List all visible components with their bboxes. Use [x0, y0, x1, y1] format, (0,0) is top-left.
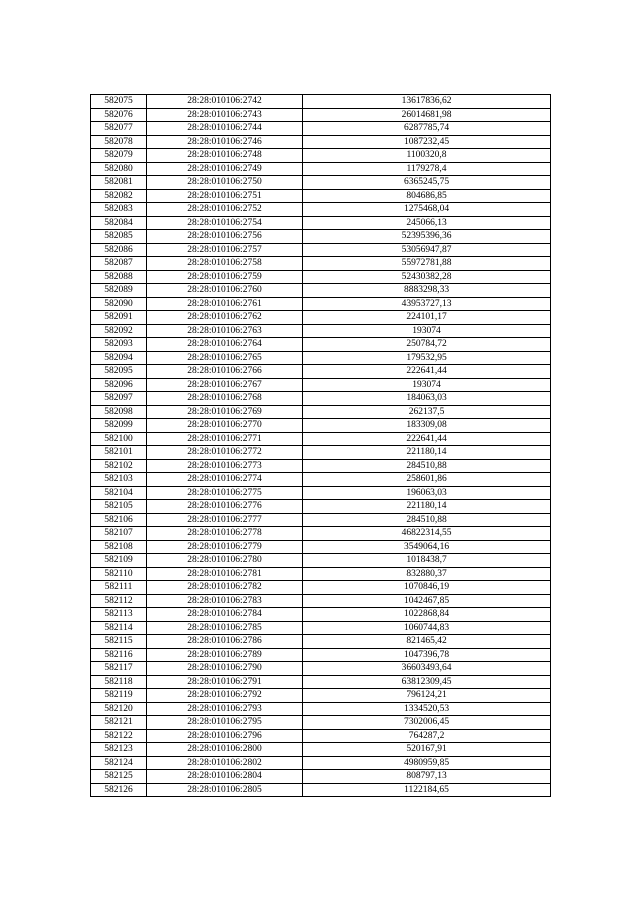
table-row — [91, 270, 551, 284]
value-cell: 36603493,64 — [303, 662, 551, 676]
cadastral-number-cell: 28:28:010106:2759 — [147, 270, 303, 284]
value-cell: 196063,03 — [303, 486, 551, 500]
cadastral-number-cell: 28:28:010106:2805 — [147, 783, 303, 797]
row-number-cell: 582107 — [91, 527, 147, 541]
value-cell: 821465,42 — [303, 635, 551, 649]
cadastral-number-cell: 28:28:010106:2756 — [147, 230, 303, 244]
row-number-cell: 582109 — [91, 554, 147, 568]
table-row — [91, 149, 551, 163]
cadastral-number-cell: 28:28:010106:2743 — [147, 108, 303, 122]
value-cell: 8883298,33 — [303, 284, 551, 298]
row-number-cell: 582089 — [91, 284, 147, 298]
row-number-cell: 582125 — [91, 770, 147, 784]
table-row — [91, 743, 551, 757]
table-row — [91, 162, 551, 176]
row-number-cell: 582118 — [91, 675, 147, 689]
row-number-cell: 582096 — [91, 378, 147, 392]
row-number-cell: 582106 — [91, 513, 147, 527]
row-number-cell: 582110 — [91, 567, 147, 581]
cadastral-number-cell: 28:28:010106:2779 — [147, 540, 303, 554]
value-cell: 7302006,45 — [303, 716, 551, 730]
cadastral-number-cell: 28:28:010106:2774 — [147, 473, 303, 487]
row-number-cell: 582090 — [91, 297, 147, 311]
value-cell: 250784,72 — [303, 338, 551, 352]
cadastral-number-cell: 28:28:010106:2751 — [147, 189, 303, 203]
table-body — [91, 95, 551, 797]
table-row — [91, 351, 551, 365]
cadastral-number-cell: 28:28:010106:2749 — [147, 162, 303, 176]
row-number-cell: 582087 — [91, 257, 147, 271]
row-number-cell: 582081 — [91, 176, 147, 190]
row-number-cell: 582112 — [91, 594, 147, 608]
row-number-cell: 582102 — [91, 459, 147, 473]
cadastral-number-cell: 28:28:010106:2786 — [147, 635, 303, 649]
row-number-cell: 582124 — [91, 756, 147, 770]
value-cell: 1275468,04 — [303, 203, 551, 217]
value-cell: 222641,44 — [303, 432, 551, 446]
value-cell: 284510,88 — [303, 459, 551, 473]
table-row — [91, 446, 551, 460]
cadastral-number-cell: 28:28:010106:2770 — [147, 419, 303, 433]
row-number-cell: 582123 — [91, 743, 147, 757]
row-number-cell: 582080 — [91, 162, 147, 176]
table-row — [91, 378, 551, 392]
row-number-cell: 582104 — [91, 486, 147, 500]
row-number-cell: 582075 — [91, 95, 147, 109]
row-number-cell: 582092 — [91, 324, 147, 338]
cadastral-number-cell: 28:28:010106:2766 — [147, 365, 303, 379]
table-row — [91, 648, 551, 662]
table-row — [91, 284, 551, 298]
value-cell: 6365245,75 — [303, 176, 551, 190]
table-row — [91, 689, 551, 703]
cadastral-number-cell: 28:28:010106:2792 — [147, 689, 303, 703]
table-row — [91, 257, 551, 271]
cadastral-number-cell: 28:28:010106:2762 — [147, 311, 303, 325]
cadastral-number-cell: 28:28:010106:2789 — [147, 648, 303, 662]
value-cell: 43953727,13 — [303, 297, 551, 311]
table-row — [91, 419, 551, 433]
value-cell: 764287,2 — [303, 729, 551, 743]
table-row — [91, 702, 551, 716]
cadastral-number-cell: 28:28:010106:2778 — [147, 527, 303, 541]
table-row — [91, 95, 551, 109]
cadastral-number-cell: 28:28:010106:2802 — [147, 756, 303, 770]
cadastral-number-cell: 28:28:010106:2784 — [147, 608, 303, 622]
table-row — [91, 500, 551, 514]
cadastral-number-cell: 28:28:010106:2777 — [147, 513, 303, 527]
cadastral-number-cell: 28:28:010106:2758 — [147, 257, 303, 271]
value-cell: 63812309,45 — [303, 675, 551, 689]
row-number-cell: 582126 — [91, 783, 147, 797]
value-cell: 808797,13 — [303, 770, 551, 784]
cadastral-number-cell: 28:28:010106:2750 — [147, 176, 303, 190]
table-row — [91, 135, 551, 149]
row-number-cell: 582111 — [91, 581, 147, 595]
value-cell: 221180,14 — [303, 500, 551, 514]
value-cell: 1047396,78 — [303, 648, 551, 662]
cadastral-number-cell: 28:28:010106:2793 — [147, 702, 303, 716]
table-row — [91, 176, 551, 190]
table-row — [91, 716, 551, 730]
table-row — [91, 216, 551, 230]
row-number-cell: 582095 — [91, 365, 147, 379]
cadastral-number-cell: 28:28:010106:2771 — [147, 432, 303, 446]
table-row — [91, 324, 551, 338]
value-cell: 262137,5 — [303, 405, 551, 419]
table-row — [91, 203, 551, 217]
table-row — [91, 635, 551, 649]
table-row — [91, 621, 551, 635]
cadastral-number-cell: 28:28:010106:2761 — [147, 297, 303, 311]
value-cell: 179532,95 — [303, 351, 551, 365]
value-cell: 52395396,36 — [303, 230, 551, 244]
row-number-cell: 582078 — [91, 135, 147, 149]
table-row — [91, 729, 551, 743]
value-cell: 796124,21 — [303, 689, 551, 703]
cadastral-number-cell: 28:28:010106:2785 — [147, 621, 303, 635]
value-cell: 221180,14 — [303, 446, 551, 460]
value-cell: 1018438,7 — [303, 554, 551, 568]
value-cell: 1179278,4 — [303, 162, 551, 176]
cadastral-number-cell: 28:28:010106:2768 — [147, 392, 303, 406]
value-cell: 1070846,19 — [303, 581, 551, 595]
value-cell: 52430382,28 — [303, 270, 551, 284]
value-cell: 832880,37 — [303, 567, 551, 581]
table-row — [91, 311, 551, 325]
value-cell: 1100320,8 — [303, 149, 551, 163]
value-cell: 193074 — [303, 324, 551, 338]
row-number-cell: 582086 — [91, 243, 147, 257]
cadastral-number-cell: 28:28:010106:2748 — [147, 149, 303, 163]
row-number-cell: 582082 — [91, 189, 147, 203]
table-row — [91, 432, 551, 446]
row-number-cell: 582099 — [91, 419, 147, 433]
value-cell: 1122184,65 — [303, 783, 551, 797]
table-row — [91, 783, 551, 797]
cadastral-number-cell: 28:28:010106:2746 — [147, 135, 303, 149]
row-number-cell: 582120 — [91, 702, 147, 716]
table-row — [91, 392, 551, 406]
cadastral-number-cell: 28:28:010106:2763 — [147, 324, 303, 338]
cadastral-number-cell: 28:28:010106:2775 — [147, 486, 303, 500]
table-row — [91, 675, 551, 689]
cadastral-number-cell: 28:28:010106:2795 — [147, 716, 303, 730]
cadastral-number-cell: 28:28:010106:2796 — [147, 729, 303, 743]
value-cell: 184063,03 — [303, 392, 551, 406]
table-row — [91, 473, 551, 487]
value-cell: 4980959,85 — [303, 756, 551, 770]
row-number-cell: 582098 — [91, 405, 147, 419]
cadastral-number-cell: 28:28:010106:2767 — [147, 378, 303, 392]
row-number-cell: 582121 — [91, 716, 147, 730]
value-cell: 3549064,16 — [303, 540, 551, 554]
row-number-cell: 582077 — [91, 122, 147, 136]
value-cell: 1334520,53 — [303, 702, 551, 716]
value-cell: 245066,13 — [303, 216, 551, 230]
row-number-cell: 582091 — [91, 311, 147, 325]
table-row — [91, 405, 551, 419]
row-number-cell: 582117 — [91, 662, 147, 676]
row-number-cell: 582119 — [91, 689, 147, 703]
table-row — [91, 189, 551, 203]
value-cell: 1022868,84 — [303, 608, 551, 622]
value-cell: 46822314,55 — [303, 527, 551, 541]
cadastral-number-cell: 28:28:010106:2791 — [147, 675, 303, 689]
cadastral-number-cell: 28:28:010106:2757 — [147, 243, 303, 257]
row-number-cell: 582113 — [91, 608, 147, 622]
table-row — [91, 554, 551, 568]
value-cell: 13617836,62 — [303, 95, 551, 109]
value-cell: 1087232,45 — [303, 135, 551, 149]
value-cell: 183309,08 — [303, 419, 551, 433]
row-number-cell: 582097 — [91, 392, 147, 406]
row-number-cell: 582108 — [91, 540, 147, 554]
table-row — [91, 756, 551, 770]
table-row — [91, 581, 551, 595]
cadastral-number-cell: 28:28:010106:2780 — [147, 554, 303, 568]
cadastral-number-cell: 28:28:010106:2773 — [147, 459, 303, 473]
row-number-cell: 582115 — [91, 635, 147, 649]
table-row — [91, 297, 551, 311]
row-number-cell: 582100 — [91, 432, 147, 446]
table-row — [91, 540, 551, 554]
cadastral-number-cell: 28:28:010106:2754 — [147, 216, 303, 230]
table-row — [91, 230, 551, 244]
table-row — [91, 108, 551, 122]
table-row — [91, 122, 551, 136]
cadastral-number-cell: 28:28:010106:2800 — [147, 743, 303, 757]
table-row — [91, 662, 551, 676]
value-cell: 520167,91 — [303, 743, 551, 757]
table-row — [91, 770, 551, 784]
value-cell: 1060744,83 — [303, 621, 551, 635]
value-cell: 258601,86 — [303, 473, 551, 487]
value-cell: 1042467,85 — [303, 594, 551, 608]
row-number-cell: 582084 — [91, 216, 147, 230]
cadastral-number-cell: 28:28:010106:2760 — [147, 284, 303, 298]
row-number-cell: 582105 — [91, 500, 147, 514]
cadastral-number-cell: 28:28:010106:2783 — [147, 594, 303, 608]
cadastral-number-cell: 28:28:010106:2764 — [147, 338, 303, 352]
row-number-cell: 582116 — [91, 648, 147, 662]
cadastral-number-cell: 28:28:010106:2769 — [147, 405, 303, 419]
row-number-cell: 582103 — [91, 473, 147, 487]
value-cell: 26014681,98 — [303, 108, 551, 122]
cadastral-number-cell: 28:28:010106:2765 — [147, 351, 303, 365]
cadastral-number-cell: 28:28:010106:2744 — [147, 122, 303, 136]
row-number-cell: 582088 — [91, 270, 147, 284]
table-row — [91, 513, 551, 527]
value-cell: 222641,44 — [303, 365, 551, 379]
value-cell: 6287785,74 — [303, 122, 551, 136]
cadastral-number-cell: 28:28:010106:2804 — [147, 770, 303, 784]
table-row — [91, 459, 551, 473]
table-row — [91, 486, 551, 500]
cadastral-number-cell: 28:28:010106:2776 — [147, 500, 303, 514]
table-row — [91, 527, 551, 541]
table-row — [91, 243, 551, 257]
row-number-cell: 582076 — [91, 108, 147, 122]
cadastral-number-cell: 28:28:010106:2752 — [147, 203, 303, 217]
row-number-cell: 582094 — [91, 351, 147, 365]
table-row — [91, 338, 551, 352]
row-number-cell: 582083 — [91, 203, 147, 217]
row-number-cell: 582093 — [91, 338, 147, 352]
row-number-cell: 582122 — [91, 729, 147, 743]
value-cell: 193074 — [303, 378, 551, 392]
value-cell: 55972781,88 — [303, 257, 551, 271]
row-number-cell: 582085 — [91, 230, 147, 244]
row-number-cell: 582101 — [91, 446, 147, 460]
value-cell: 804686,85 — [303, 189, 551, 203]
table-row — [91, 567, 551, 581]
cadastral-number-cell: 28:28:010106:2790 — [147, 662, 303, 676]
cadastral-number-cell: 28:28:010106:2781 — [147, 567, 303, 581]
value-cell: 53056947,87 — [303, 243, 551, 257]
cadastral-number-cell: 28:28:010106:2782 — [147, 581, 303, 595]
value-cell: 284510,88 — [303, 513, 551, 527]
cadastral-value-table — [90, 94, 551, 797]
table-row — [91, 594, 551, 608]
value-cell: 224101,17 — [303, 311, 551, 325]
row-number-cell: 582079 — [91, 149, 147, 163]
cadastral-number-cell: 28:28:010106:2772 — [147, 446, 303, 460]
row-number-cell: 582114 — [91, 621, 147, 635]
table-row — [91, 365, 551, 379]
table-row — [91, 608, 551, 622]
cadastral-number-cell: 28:28:010106:2742 — [147, 95, 303, 109]
